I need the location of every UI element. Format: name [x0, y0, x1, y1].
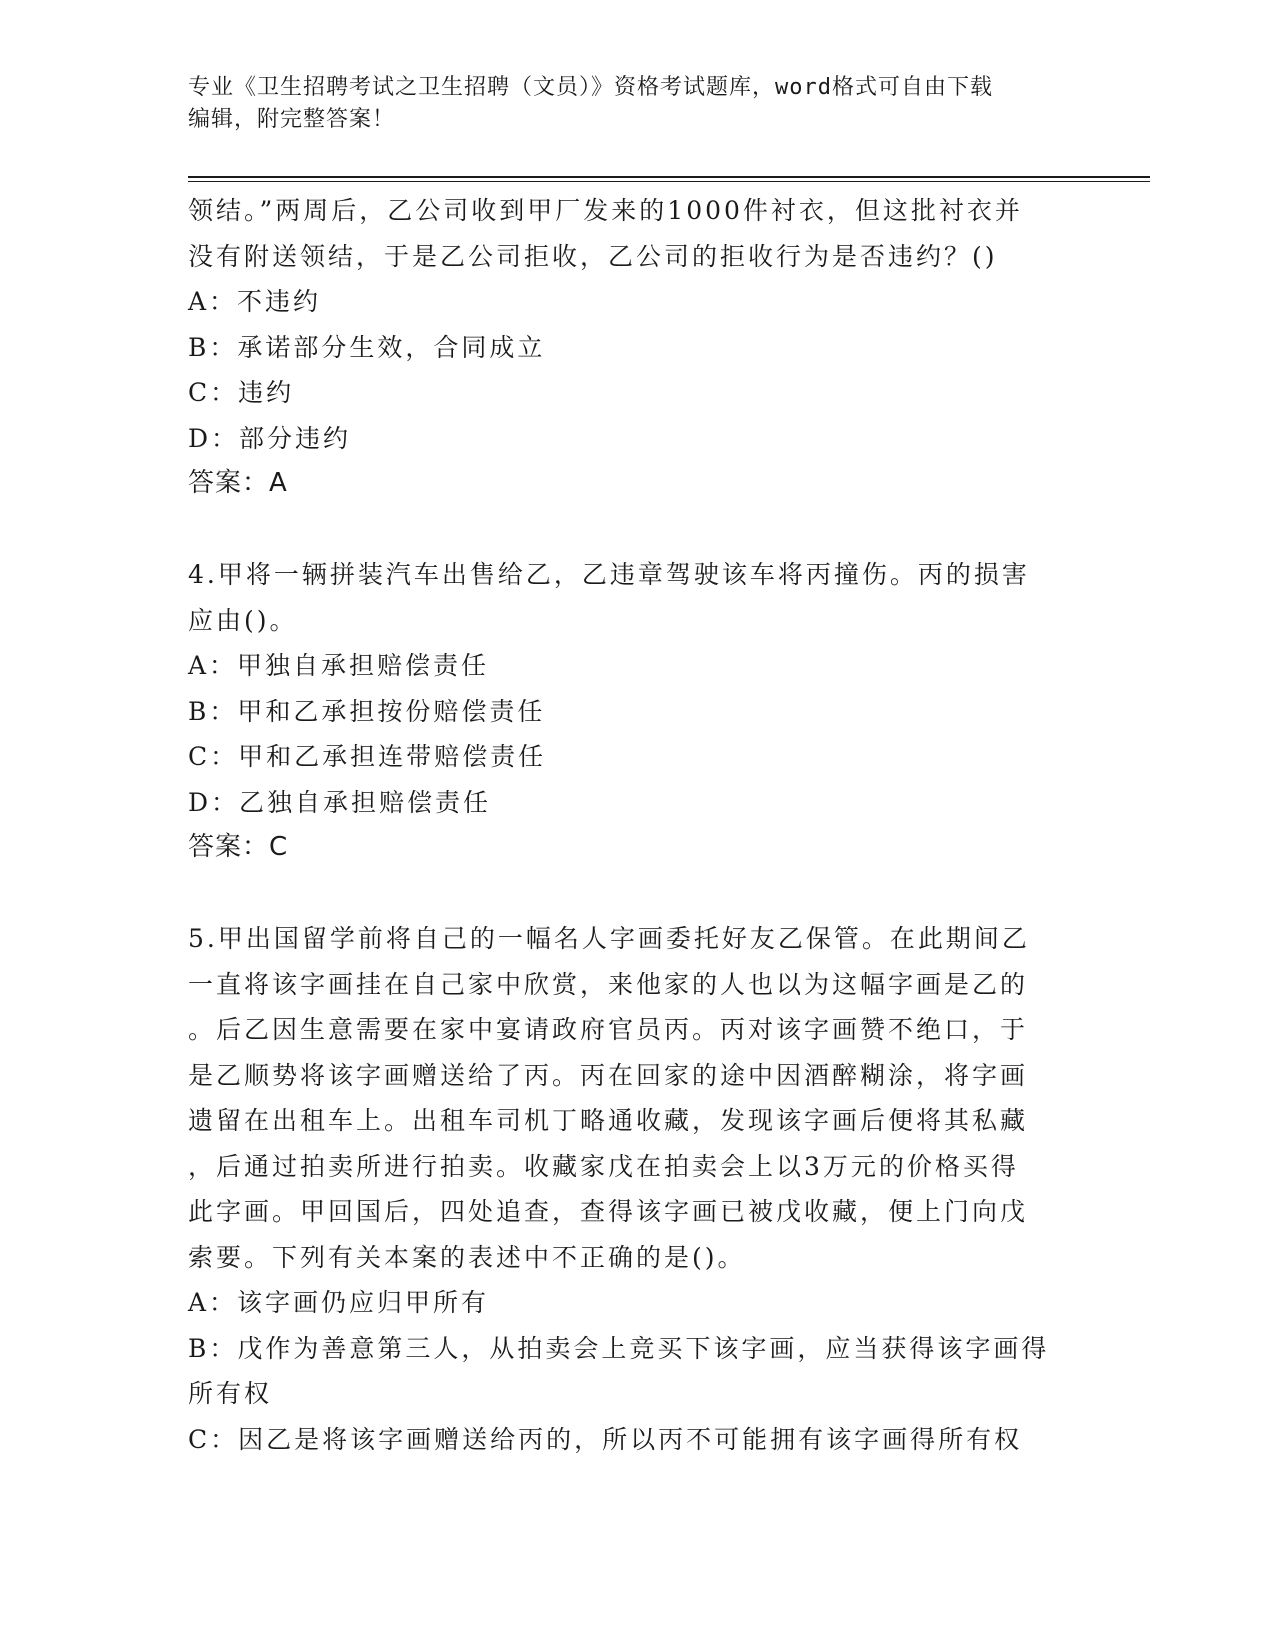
option-a: A：不违约 — [188, 287, 322, 316]
question-stem-line: 领结。”两周后，乙公司收到甲厂发来的1000件衬衣，但这批衬衣并 — [188, 196, 1023, 225]
question-stem-line: 索要。下列有关本案的表述中不正确的是()。 — [188, 1242, 746, 1272]
question-stem-line: 是乙顺势将该字画赠送给了丙。丙在回家的途中因酒醉糊涂，将字画 — [188, 1060, 1029, 1090]
spacer — [188, 507, 1078, 553]
option-b-continued: 所有权 — [188, 1379, 273, 1408]
answer-line: 答案：C — [188, 832, 289, 862]
question-stem-line: 应由()。 — [188, 605, 298, 635]
option-c: C：因乙是将该字画赠送给丙的，所以丙不可能拥有该字画得所有权 — [188, 1424, 1023, 1454]
question-content — [188, 188, 1078, 1462]
question-stem-line: 遗留在出租车上。出租车司机丁略通收藏，发现该字画后便将其私藏 — [188, 1106, 1029, 1135]
question-stem-line: 5.甲出国留学前将自己的一幅名人字画委托好友乙保管。在此期间乙 — [188, 924, 1030, 953]
answer-line: 答案：A — [188, 468, 288, 498]
header-divider — [188, 176, 1150, 182]
header-line-1: 专业《卫生招聘考试之卫生招聘（文员）》资格考试题库，word格式可自由下载 — [188, 75, 993, 100]
question-3 — [188, 188, 1078, 507]
option-c: C：违约 — [188, 378, 295, 407]
question-stem-line: 一直将该字画挂在自己家中欣赏，来他家的人也以为这幅字画是乙的 — [188, 969, 1029, 999]
question-stem-line: 没有附送领结，于是乙公司拒收，乙公司的拒收行为是否违约？() — [188, 241, 998, 271]
page-header — [188, 72, 1068, 136]
option-d: D：乙独自承担赔偿责任 — [188, 787, 492, 817]
option-c: C：甲和乙承担连带赔偿责任 — [188, 742, 547, 771]
spacer — [188, 871, 1078, 917]
question-5 — [188, 916, 1078, 1462]
question-stem-line: 4.甲将一辆拼装汽车出售给乙，乙违章驾驶该车将丙撞伤。丙的损害 — [188, 560, 1030, 589]
option-b: B：戊作为善意第三人，从拍卖会上竞买下该字画，应当获得该字画得 — [188, 1333, 1050, 1363]
option-a: A：甲独自承担赔偿责任 — [188, 651, 490, 680]
option-a: A：该字画仍应归甲所有 — [188, 1288, 490, 1317]
question-stem-line: ，后通过拍卖所进行拍卖。收藏家戊在拍卖会上以3万元的价格买得 — [188, 1151, 1019, 1181]
header-line-2: 编辑，附完整答案！ — [188, 107, 396, 132]
question-4 — [188, 552, 1078, 871]
option-d: D：部分违约 — [188, 423, 352, 453]
question-stem-line: 此字画。甲回国后，四处追查，查得该字画已被戊收藏，便上门向戊 — [188, 1197, 1029, 1226]
option-b: B：甲和乙承担按份赔偿责任 — [188, 696, 546, 726]
option-b: B：承诺部分生效，合同成立 — [188, 332, 546, 362]
question-stem-line: 。后乙因生意需要在家中宴请政府官员丙。丙对该字画赞不绝口，于 — [188, 1015, 1029, 1044]
